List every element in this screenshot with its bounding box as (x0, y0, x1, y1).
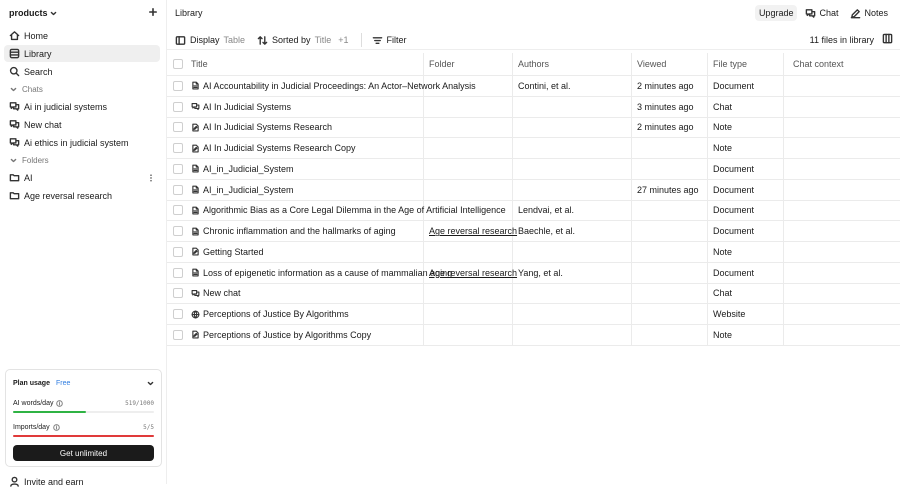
row-checkbox[interactable] (173, 325, 185, 345)
get-unlimited-button[interactable]: Get unlimited (13, 445, 154, 461)
pen-icon (850, 8, 861, 19)
globe-icon (191, 310, 200, 319)
row-checkbox[interactable] (173, 138, 185, 158)
chevron-down-icon (147, 380, 154, 387)
sidebar-chat-item[interactable] (4, 134, 160, 151)
nav-label: Library (24, 48, 52, 59)
column-header-title[interactable]: Title (191, 59, 208, 69)
row-title-cell[interactable] (191, 180, 421, 200)
row-checkbox[interactable] (173, 159, 185, 179)
row-folder[interactable] (429, 325, 511, 345)
meter-fill (13, 435, 154, 437)
home-icon (9, 30, 20, 41)
row-title-cell[interactable] (191, 159, 421, 179)
table-header (167, 53, 900, 76)
new-item-button[interactable] (145, 4, 160, 19)
sidebar-layout-icon (175, 35, 186, 46)
row-checkbox[interactable] (173, 304, 185, 324)
row-file-type: Note (713, 246, 733, 257)
row-checkbox[interactable] (173, 180, 185, 200)
toolbar-divider (361, 33, 362, 47)
column-header-file-type[interactable]: File type (713, 59, 748, 69)
plan-usage-header[interactable] (13, 377, 154, 389)
display-value: Table (223, 35, 246, 45)
row-checkbox[interactable] (173, 97, 185, 117)
row-chat-context[interactable] (793, 180, 893, 200)
document-icon (191, 268, 200, 277)
ai-words-meter (13, 398, 154, 408)
row-checkbox[interactable] (173, 263, 185, 283)
nav-item-library[interactable] (4, 45, 160, 62)
display-button[interactable] (175, 35, 245, 46)
row-checkbox[interactable] (173, 76, 185, 96)
row-title: AI In Judicial Systems Research Copy (203, 143, 356, 154)
checkbox-box (173, 81, 183, 91)
column-header-viewed[interactable]: Viewed (637, 59, 667, 69)
chat-label: Ai in judicial systems (24, 101, 108, 112)
table-row[interactable] (167, 201, 900, 222)
note-icon (191, 330, 200, 339)
row-title-cell[interactable] (191, 221, 421, 241)
chat-icon (9, 137, 20, 148)
gift-icon (9, 476, 20, 487)
chat-icon (9, 101, 20, 112)
row-title: AI_in_Judicial_System (203, 184, 294, 195)
row-title: AI In Judicial Systems (203, 101, 292, 112)
row-checkbox[interactable] (173, 242, 185, 262)
row-file-type: Document (713, 184, 755, 195)
display-label: Display (190, 35, 220, 45)
row-folder[interactable] (429, 201, 511, 221)
row-title-cell[interactable] (191, 304, 421, 324)
row-chat-context[interactable] (793, 263, 893, 283)
top-bar (167, 0, 900, 27)
checkbox-box (173, 288, 183, 298)
folder-label: AI (24, 172, 33, 183)
row-viewed (637, 138, 707, 158)
sort-arrows-icon (257, 35, 268, 46)
row-chat-context[interactable] (793, 201, 893, 221)
row-title-cell[interactable] (191, 76, 476, 96)
folder-icon (9, 190, 20, 201)
row-file-type: Note (713, 329, 733, 340)
table-row[interactable] (167, 118, 900, 139)
row-viewed (637, 325, 707, 345)
top-actions (751, 5, 892, 21)
row-viewed: 2 minutes ago (637, 122, 694, 133)
row-title-cell[interactable] (191, 284, 421, 304)
chat-button[interactable] (801, 5, 842, 21)
nav-label: Search (24, 66, 53, 77)
notes-button-label: Notes (864, 8, 888, 18)
row-title: Chronic inflammation and the hallmarks of aging (203, 226, 396, 237)
chat-button-label: Chat (819, 8, 839, 18)
row-chat-context[interactable] (793, 76, 893, 96)
plan-badge: Free (55, 379, 71, 387)
row-file-type: Document (713, 80, 755, 91)
table-row[interactable] (167, 221, 900, 242)
table-row[interactable] (167, 325, 900, 346)
filter-label: Filter (386, 35, 407, 45)
sorted-extra-count: +1 (338, 35, 349, 45)
chats-section-toggle[interactable] (4, 82, 160, 96)
meter-label: Imports/day (13, 423, 50, 431)
meter-fill (13, 411, 86, 413)
row-title-cell[interactable] (191, 118, 421, 138)
chevron-down-icon (50, 10, 57, 17)
sorted-label: Sorted by (272, 35, 311, 45)
table-row[interactable] (167, 97, 900, 118)
column-header-folder[interactable]: Folder (429, 59, 455, 69)
folders-section-label: Folders (22, 155, 49, 165)
checkbox-box (173, 185, 183, 195)
row-title-cell[interactable] (191, 263, 453, 283)
row-title: AI_in_Judicial_System (203, 163, 294, 174)
row-title-cell[interactable] (191, 325, 421, 345)
checkbox-box (173, 247, 183, 257)
row-title: Perceptions of Justice By Algorithms (203, 309, 349, 320)
row-file-type: Chat (713, 101, 733, 112)
row-folder[interactable] (429, 304, 511, 324)
info-icon[interactable] (56, 400, 63, 407)
checkbox-box (173, 164, 183, 174)
row-viewed (637, 201, 707, 221)
document-icon (191, 81, 200, 90)
page-title: Library (175, 8, 203, 18)
chat-icon (191, 289, 200, 298)
row-checkbox[interactable] (173, 284, 185, 304)
imports-meter (13, 422, 154, 432)
sidebar-chat-item[interactable] (4, 98, 160, 115)
search-icon (9, 66, 20, 77)
checkbox-box (173, 205, 183, 215)
document-icon (191, 164, 200, 173)
library-icon (9, 48, 20, 59)
plan-usage-card (5, 369, 162, 467)
row-title: Loss of epigenetic information as a cause of mammalian aging (203, 267, 453, 278)
row-authors: Yang, et al. (518, 267, 563, 278)
upgrade-button[interactable]: Upgrade (755, 5, 798, 21)
column-header-chat-context[interactable]: Chat context (793, 59, 844, 69)
row-title: AI In Judicial Systems Research (203, 122, 333, 133)
row-file-type: Document (713, 205, 755, 216)
row-chat-context[interactable] (793, 97, 893, 117)
row-title: Perceptions of Justice by Algorithms Copy (203, 329, 372, 340)
column-header-authors[interactable]: Authors (518, 59, 550, 69)
row-folder[interactable] (429, 138, 511, 158)
row-title-cell[interactable] (191, 201, 506, 221)
note-icon (191, 247, 200, 256)
note-icon (191, 144, 200, 153)
document-icon (191, 185, 200, 194)
row-viewed: 2 minutes ago (637, 80, 694, 91)
folder-link[interactable]: Age reversal research (429, 226, 518, 237)
row-title-cell[interactable] (191, 138, 421, 158)
main-nav (4, 27, 160, 205)
checkbox-box (173, 330, 183, 340)
checkbox-box (173, 268, 183, 278)
row-title: New chat (203, 288, 241, 299)
row-chat-context[interactable] (793, 138, 893, 158)
sorted-value: Title (314, 35, 332, 45)
files-count: 11 files in library (809, 35, 874, 45)
chat-icon (9, 119, 20, 130)
row-folder[interactable] (429, 97, 511, 117)
chat-icon (191, 102, 200, 111)
row-folder[interactable] (429, 180, 511, 200)
row-viewed: 3 minutes ago (637, 101, 694, 112)
info-icon[interactable] (53, 424, 60, 431)
row-file-type: Note (713, 122, 733, 133)
chats-section-label: Chats (22, 84, 43, 94)
meter-label: AI words/day (13, 399, 54, 407)
meter-value: 519/1000 (125, 399, 154, 407)
chat-icon (805, 8, 816, 19)
row-viewed: 27 minutes ago (637, 184, 699, 195)
more-options-icon[interactable] (147, 174, 155, 182)
row-file-type: Chat (713, 288, 733, 299)
checkbox-box (173, 59, 183, 69)
row-title: AI Accountability in Judicial Proceedings: An Actor–Network Analysis (203, 80, 476, 91)
folders-section-toggle[interactable] (4, 153, 160, 167)
row-file-type: Website (713, 309, 746, 320)
library-toolbar (167, 30, 900, 50)
table-row[interactable] (167, 159, 900, 180)
row-chat-context[interactable] (793, 221, 893, 241)
row-title-cell[interactable] (191, 242, 421, 262)
table-row[interactable] (167, 138, 900, 159)
row-chat-context[interactable] (793, 284, 893, 304)
nav-item-search[interactable] (4, 63, 160, 80)
sidebar-folder-item[interactable] (4, 169, 160, 186)
row-authors (518, 325, 632, 345)
row-viewed (637, 221, 707, 241)
meter-value: 5/5 (143, 423, 154, 431)
row-file-type: Document (713, 226, 755, 237)
sidebar-folder-item[interactable] (4, 187, 160, 204)
meter-track (13, 411, 154, 413)
row-authors (518, 180, 632, 200)
checkbox-box (173, 122, 183, 132)
invite-label: Invite and earn (24, 476, 84, 487)
workspace-name: products (9, 8, 48, 18)
table-row[interactable] (167, 242, 900, 263)
row-chat-context[interactable] (793, 242, 893, 262)
row-authors: Contini, et al. (518, 80, 571, 91)
table-row[interactable] (167, 180, 900, 201)
sidebar (0, 0, 167, 487)
checkbox-box (173, 226, 183, 236)
toolbar-controls (175, 32, 419, 48)
columns-icon[interactable] (882, 33, 893, 44)
row-title-cell[interactable] (191, 97, 421, 117)
row-chat-context[interactable] (793, 159, 893, 179)
chat-label: Ai ethics in judicial system (24, 137, 129, 148)
note-icon (191, 123, 200, 132)
workspace-switcher[interactable] (9, 6, 160, 20)
row-viewed (637, 159, 707, 179)
nav-label: Home (24, 30, 49, 41)
filter-button[interactable] (372, 35, 407, 46)
notes-button[interactable] (846, 5, 892, 21)
row-authors (518, 242, 632, 262)
row-title: Algorithmic Bias as a Core Legal Dilemma in the Age of Artificial Intelligence (203, 205, 506, 216)
row-folder[interactable] (429, 284, 511, 304)
table-row[interactable] (167, 284, 900, 305)
row-folder[interactable] (429, 159, 511, 179)
checkbox-box (173, 143, 183, 153)
invite-and-earn-link[interactable] (9, 476, 84, 487)
sort-button[interactable] (257, 35, 348, 46)
row-folder[interactable] (429, 221, 518, 241)
row-chat-context[interactable] (793, 325, 893, 345)
row-authors (518, 304, 632, 324)
row-authors (518, 138, 632, 158)
row-file-type: Document (713, 267, 755, 278)
sidebar-chat-item[interactable] (4, 116, 160, 133)
plan-usage-title: Plan usage (13, 379, 50, 387)
meter-track (13, 435, 154, 437)
row-viewed (637, 263, 707, 283)
row-checkbox[interactable] (173, 118, 185, 138)
table-row[interactable] (167, 304, 900, 325)
chevron-down-icon (10, 157, 17, 164)
checkbox-box (173, 102, 183, 112)
chat-label: New chat (24, 119, 62, 130)
checkbox-box (173, 309, 183, 319)
row-authors (518, 159, 632, 179)
table-row[interactable] (167, 263, 900, 284)
chevron-down-icon (10, 86, 17, 93)
folder-label: Age reversal research (24, 190, 113, 201)
nav-item-home[interactable] (4, 27, 160, 44)
row-chat-context[interactable] (793, 304, 893, 324)
table-row[interactable] (167, 76, 900, 97)
folder-link[interactable]: Age reversal research (429, 267, 518, 278)
row-authors (518, 118, 632, 138)
row-viewed (637, 284, 707, 304)
row-chat-context[interactable] (793, 118, 893, 138)
row-viewed (637, 304, 707, 324)
row-file-type: Note (713, 143, 733, 154)
table-body (167, 76, 900, 346)
row-authors: Lendvai, et al. (518, 205, 575, 216)
row-authors (518, 284, 632, 304)
folder-icon (9, 172, 20, 183)
filter-icon (372, 35, 383, 46)
row-folder[interactable] (429, 242, 511, 262)
row-file-type: Document (713, 163, 755, 174)
row-authors (518, 97, 632, 117)
row-viewed (637, 242, 707, 262)
row-authors: Baechle, et al. (518, 226, 576, 237)
row-folder[interactable] (429, 263, 518, 283)
row-checkbox[interactable] (173, 221, 185, 241)
document-icon (191, 206, 200, 215)
select-all-checkbox[interactable] (173, 53, 185, 75)
document-icon (191, 227, 200, 236)
row-checkbox[interactable] (173, 201, 185, 221)
row-folder[interactable] (429, 118, 511, 138)
library-table (167, 53, 900, 346)
row-title: Getting Started (203, 246, 264, 257)
row-folder[interactable] (429, 76, 511, 96)
